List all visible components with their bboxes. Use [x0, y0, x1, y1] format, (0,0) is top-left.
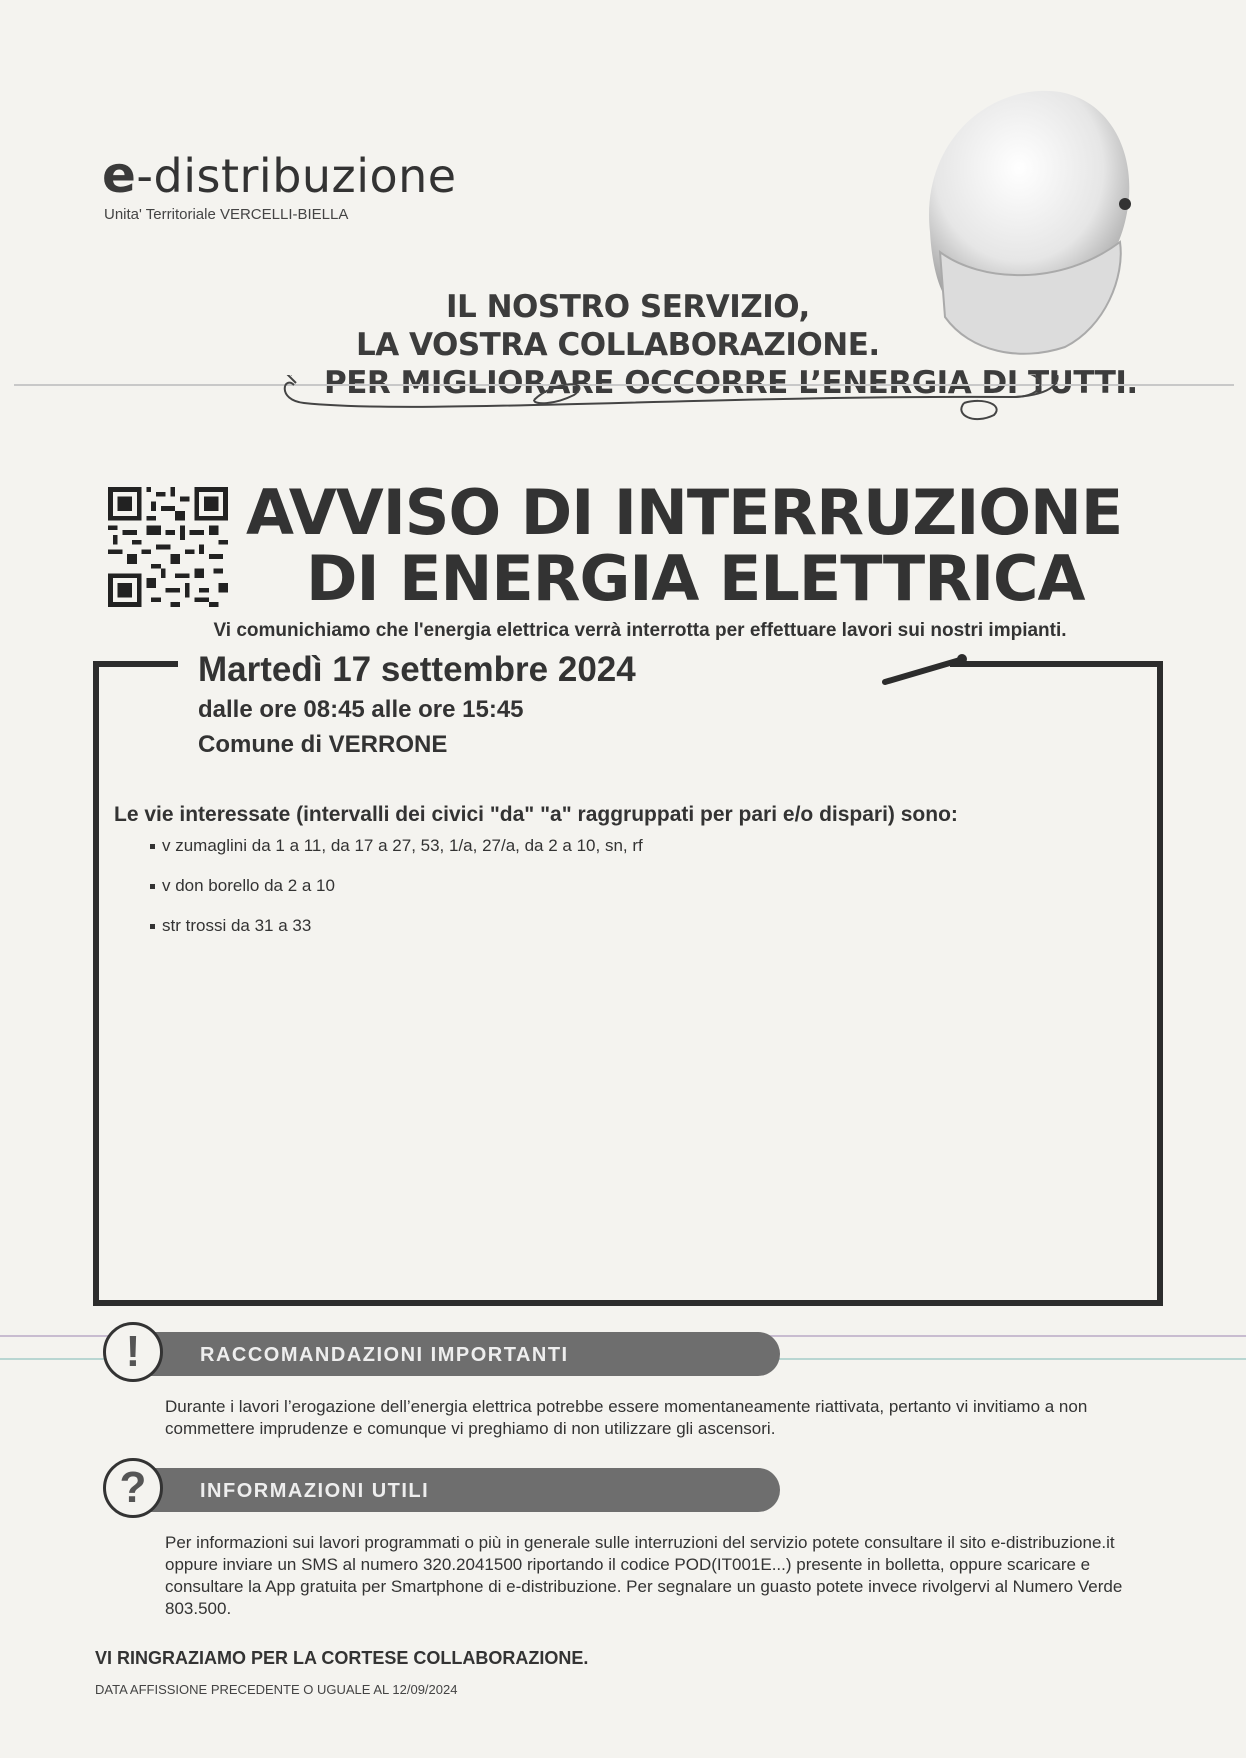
outage-municipality: Comune di VERRONE — [198, 731, 448, 758]
posting-date: DATA AFFISSIONE PRECEDENTE O UGUALE AL 12/09/2024 — [95, 1682, 458, 1697]
pen-icon — [880, 650, 980, 690]
brand-logo-text: -distribuzione — [136, 149, 457, 203]
street-item — [150, 916, 643, 956]
qr-code-icon — [108, 487, 228, 607]
outage-date: Martedì 17 settembre 2024 — [198, 650, 636, 689]
bullet-icon — [150, 884, 155, 889]
notice-title — [246, 476, 1226, 615]
street-item-text: str trossi da 31 a 33 — [162, 916, 312, 935]
cable-plug-icon — [14, 375, 1234, 455]
brand-logo-e: e — [102, 146, 137, 204]
recommendations-title: RACCOMANDAZIONI IMPORTANTI — [200, 1344, 569, 1366]
slogan-line-2: LA VOSTRA COLLABORAZIONE. — [356, 327, 880, 363]
slogan-line-3: PER MIGLIORARE OCCORRE L’ENERGIA DI TUTTI. — [324, 365, 1138, 401]
bullet-icon — [150, 844, 155, 849]
outage-hours: dalle ore 08:45 alle ore 15:45 — [198, 696, 524, 723]
streets-list — [150, 836, 643, 956]
street-item-text: v zumaglini da 1 a 11, da 17 a 27, 53, 1/a, 27/a, da 2 a 10, sn, rf — [162, 836, 643, 855]
street-item-text: v don borello da 2 a 10 — [162, 876, 335, 895]
exclamation-icon: ! — [103, 1322, 163, 1382]
notice-title-line-2: DI ENERGIA ELETTRICA — [306, 542, 1085, 615]
bullet-icon — [150, 924, 155, 929]
slogan-line-1: IL NOSTRO SERVIZIO, — [446, 289, 810, 325]
territorial-unit: Unita' Territoriale VERCELLI-BIELLA — [104, 206, 349, 223]
street-item — [150, 876, 643, 916]
info-text: Per informazioni sui lavori programmati o più in generale sulle interruzioni del servizio potete consultare il sito e-distribuzione.it oppure inviare un SMS al numero 320.2041500 riportando il codice POD(IT001E...) presente in bolletta, oppure scaricare e consultare la App gratuita per Smartphone di e-distribuzione. Per segnalare un guasto potete invece rivolgervi al Numero Verde 803.500. — [165, 1533, 1123, 1618]
recommendations-text: Durante i lavori l’erogazione dell’energia elettrica potrebbe essere momentaneamente riattivata, pertanto vi invitiamo a non commettere imprudenze e comunque vi preghiamo di non utilizzare gli ascensori. — [165, 1397, 1088, 1438]
brand-logo — [102, 146, 457, 204]
notice-intro: Vi comunichiamo che l'energia elettrica verrà interrotta per effettuare lavori sui nostri impianti. — [213, 620, 1067, 641]
notice-title-line-1: AVVISO DI INTERRUZIONE — [246, 476, 1123, 549]
question-icon: ? — [103, 1458, 163, 1518]
info-title: INFORMAZIONI UTILI — [200, 1480, 430, 1502]
streets-title: Le vie interessate (intervalli dei civici "da" "a" raggruppati per pari e/o dispari) sono: — [114, 803, 958, 826]
street-item — [150, 836, 643, 876]
thanks-text: VI RINGRAZIAMO PER LA CORTESE COLLABORAZIONE. — [95, 1648, 589, 1668]
